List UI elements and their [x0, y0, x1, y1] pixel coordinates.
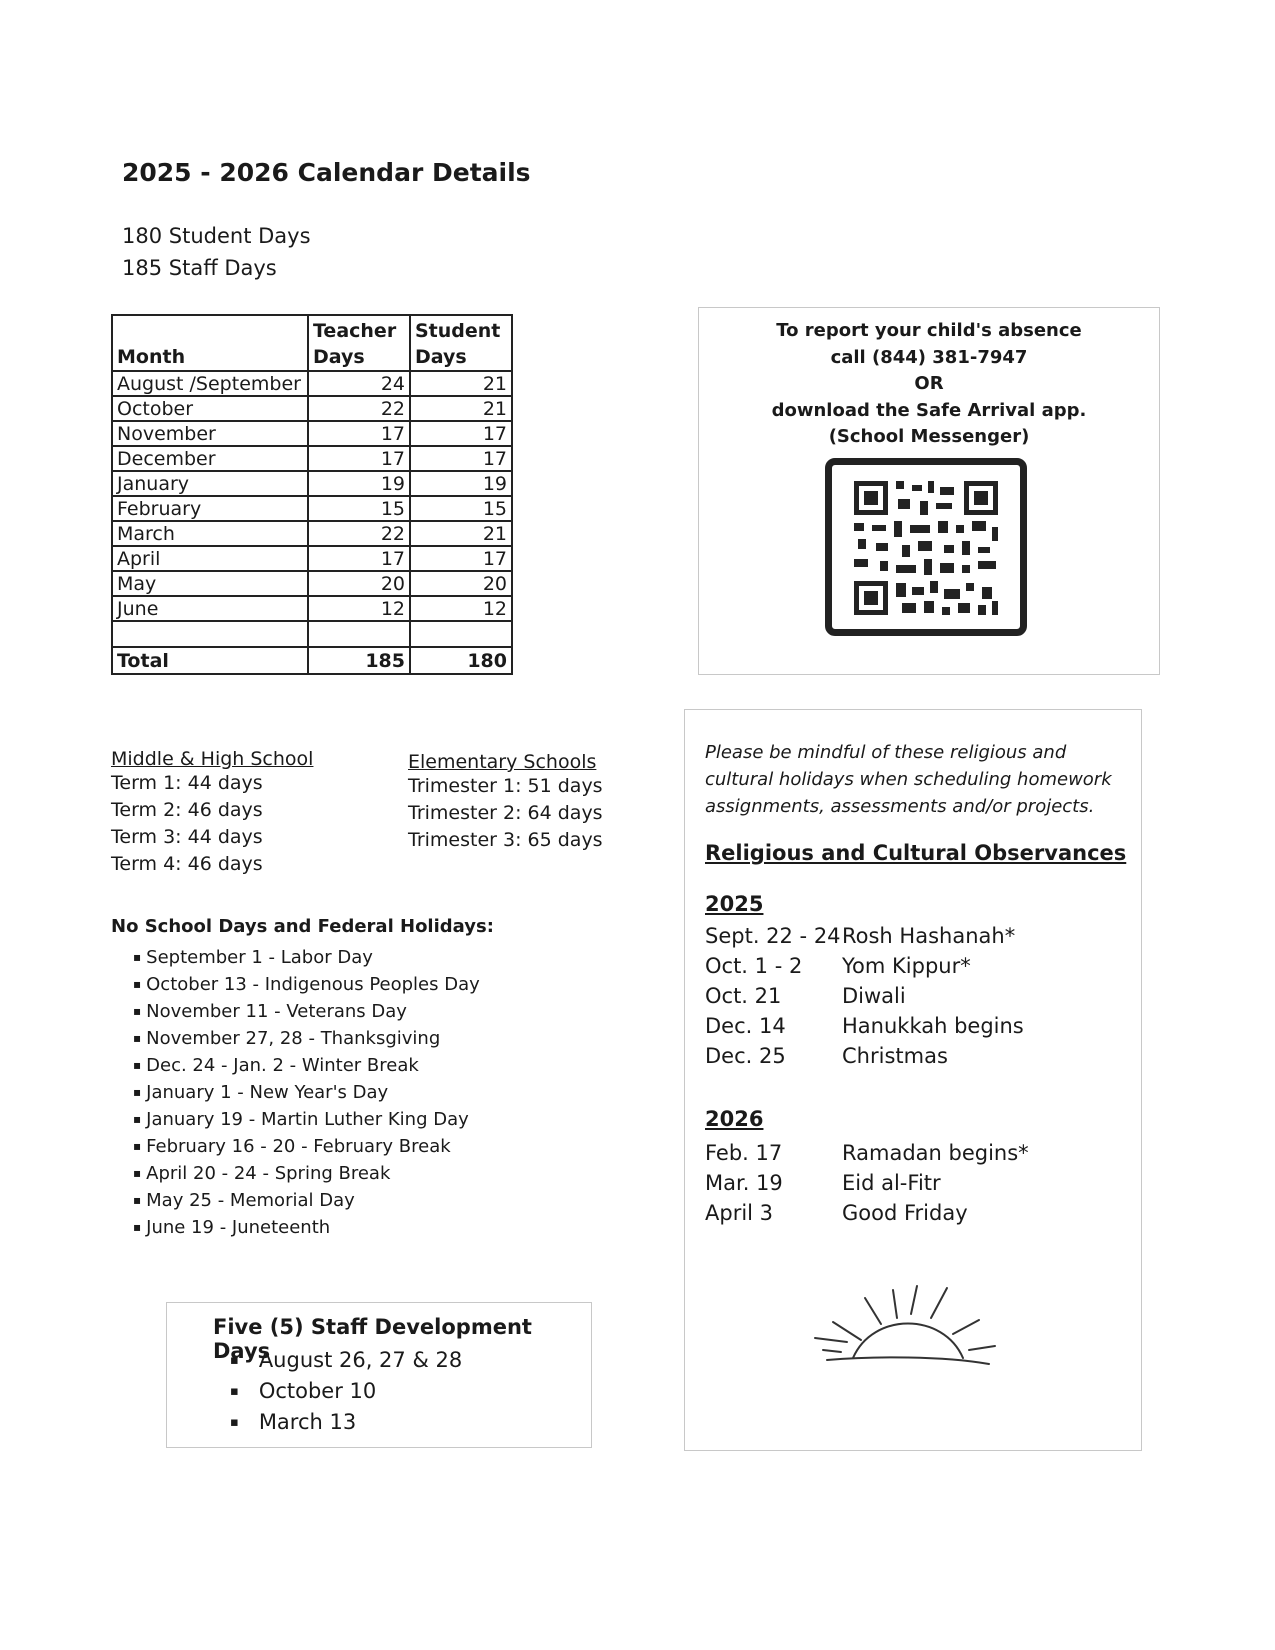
staff-development-box	[166, 1302, 592, 1448]
row-student-days: 21	[410, 521, 512, 546]
row-month: August /September	[112, 371, 308, 396]
table-row	[112, 596, 512, 621]
middle-high-heading: Middle & High School	[111, 748, 314, 770]
event-name: Rosh Hashanah*	[842, 924, 1016, 948]
table-row	[112, 371, 512, 396]
staff-development-title: Five (5) Staff Development Days	[213, 1315, 532, 1363]
absence-line: OR	[914, 373, 944, 394]
observances-title: Religious and Cultural Observances	[705, 841, 1127, 865]
row-month: February	[112, 496, 308, 521]
page-title: 2025 - 2026 Calendar Details	[122, 158, 531, 187]
event-name: Good Friday	[842, 1201, 968, 1225]
event-row	[705, 951, 1125, 982]
table-header-row	[112, 315, 512, 371]
event-date: Oct. 21	[705, 984, 782, 1008]
row-month: May	[112, 571, 308, 596]
table-total-row	[112, 647, 512, 674]
row-student-days: 17	[410, 421, 512, 446]
observances-box	[684, 709, 1142, 1451]
event-date: Dec. 25	[705, 1044, 786, 1068]
list-item: ▪ September 1 - Labor Day	[133, 944, 480, 971]
event-row	[705, 1011, 1125, 1042]
absence-report-box	[698, 307, 1160, 675]
absence-phone: call (844) 381-7947	[830, 346, 1028, 368]
observances-note: Please be mindful of these religious and cultural holidays when scheduling homework assignments, assessments and/or projects.	[705, 742, 1112, 817]
event-date: Dec. 14	[705, 1014, 786, 1038]
row-month: June	[112, 596, 308, 621]
middle-high-terms	[111, 748, 313, 878]
holidays-heading: No School Days and Federal Holidays:	[111, 916, 494, 937]
row-student-days: 20	[410, 571, 512, 596]
absence-line: download the Safe Arrival app.	[771, 399, 1087, 421]
year-heading-2026: 2026	[705, 1107, 764, 1131]
row-student-days: 15	[410, 496, 512, 521]
table-row	[112, 446, 512, 471]
event-date: Mar. 19	[705, 1171, 783, 1195]
list-item: ▪ January 1 - New Year's Day	[133, 1079, 480, 1106]
list-item: ▪ February 16 - 20 - February Break	[133, 1133, 480, 1160]
row-teacher-days: 22	[308, 396, 410, 421]
trimester-line: Trimester 3: 65 days	[408, 829, 603, 851]
event-row	[705, 1041, 1125, 1072]
row-teacher-days: 19	[308, 471, 410, 496]
table-row	[112, 521, 512, 546]
row-teacher-days: 17	[308, 446, 410, 471]
row-student-days: 21	[410, 396, 512, 421]
row-teacher-days: 20	[308, 571, 410, 596]
header-student-days: Student Days	[410, 315, 512, 371]
row-student-days: 17	[410, 446, 512, 471]
row-student-days: 19	[410, 471, 512, 496]
row-month: January	[112, 471, 308, 496]
row-month: November	[112, 421, 308, 446]
event-name: Eid al-Fitr	[842, 1171, 941, 1195]
row-student-days: 17	[410, 546, 512, 571]
row-student-days: 12	[410, 596, 512, 621]
event-name: Ramadan begins*	[842, 1141, 1029, 1165]
list-item: ▪ June 19 - Juneteenth	[133, 1214, 480, 1241]
event-row	[705, 1138, 1125, 1169]
list-item: ▪ Dec. 24 - Jan. 2 - Winter Break	[133, 1052, 480, 1079]
list-item: ▪ August 26, 27 & 28	[255, 1345, 462, 1376]
event-row	[705, 981, 1125, 1012]
header-teacher-days: Teacher Days	[308, 315, 410, 371]
event-date: Oct. 1 - 2	[705, 954, 803, 978]
total-label: Total	[112, 647, 308, 674]
table-row	[112, 571, 512, 596]
list-item: ▪ October 13 - Indigenous Peoples Day	[133, 971, 480, 998]
term-line: Term 2: 46 days	[111, 799, 263, 821]
qr-code-icon[interactable]	[825, 458, 1027, 636]
list-item: ▪ April 20 - 24 - Spring Break	[133, 1160, 480, 1187]
row-teacher-days: 15	[308, 496, 410, 521]
row-teacher-days: 17	[308, 546, 410, 571]
list-item: ▪ January 19 - Martin Luther King Day	[133, 1106, 480, 1133]
row-student-days: 21	[410, 371, 512, 396]
table-row	[112, 471, 512, 496]
list-item: ▪ October 10	[255, 1376, 462, 1407]
total-teacher-days: 185	[308, 647, 410, 674]
elementary-terms	[408, 751, 603, 854]
list-item: ▪ November 27, 28 - Thanksgiving	[133, 1025, 480, 1052]
row-month: December	[112, 446, 308, 471]
staff-development-list	[255, 1345, 462, 1438]
header-month: Month	[112, 315, 308, 371]
event-row	[705, 1198, 1125, 1229]
list-item: ▪ May 25 - Memorial Day	[133, 1187, 480, 1214]
table-row	[112, 421, 512, 446]
holidays-list	[133, 944, 480, 1241]
total-student-days: 180	[410, 647, 512, 674]
term-line: Term 4: 46 days	[111, 853, 263, 875]
event-name: Christmas	[842, 1044, 948, 1068]
row-teacher-days: 17	[308, 421, 410, 446]
absence-instructions	[699, 318, 1159, 451]
table-row	[112, 496, 512, 521]
days-table	[111, 314, 513, 675]
term-line: Term 1: 44 days	[111, 772, 263, 794]
absence-line: (School Messenger)	[828, 426, 1030, 447]
row-teacher-days: 24	[308, 371, 410, 396]
table-row	[112, 546, 512, 571]
table-row	[112, 396, 512, 421]
event-name: Yom Kippur*	[842, 954, 971, 978]
student-days-count: 180 Student Days	[122, 224, 311, 248]
event-row	[705, 1168, 1125, 1199]
term-line: Term 3: 44 days	[111, 826, 263, 848]
sun-icon	[813, 1272, 1003, 1372]
list-item: ▪ November 11 - Veterans Day	[133, 998, 480, 1025]
row-teacher-days: 22	[308, 521, 410, 546]
event-name: Hanukkah begins	[842, 1014, 1024, 1038]
list-item: ▪ March 13	[255, 1407, 462, 1438]
table-blank-row	[112, 621, 512, 647]
absence-line: To report your child's absence	[776, 320, 1082, 341]
year-heading-2025: 2025	[705, 892, 764, 916]
row-month: April	[112, 546, 308, 571]
event-row	[705, 921, 1125, 952]
event-date: Sept. 22 - 24	[705, 924, 841, 948]
event-date: April 3	[705, 1201, 774, 1225]
event-name: Diwali	[842, 984, 906, 1008]
trimester-line: Trimester 1: 51 days	[408, 775, 603, 797]
row-teacher-days: 12	[308, 596, 410, 621]
row-month: October	[112, 396, 308, 421]
staff-days-count: 185 Staff Days	[122, 256, 277, 280]
trimester-line: Trimester 2: 64 days	[408, 802, 603, 824]
event-date: Feb. 17	[705, 1141, 783, 1165]
row-month: March	[112, 521, 308, 546]
elementary-heading: Elementary Schools	[408, 751, 597, 773]
